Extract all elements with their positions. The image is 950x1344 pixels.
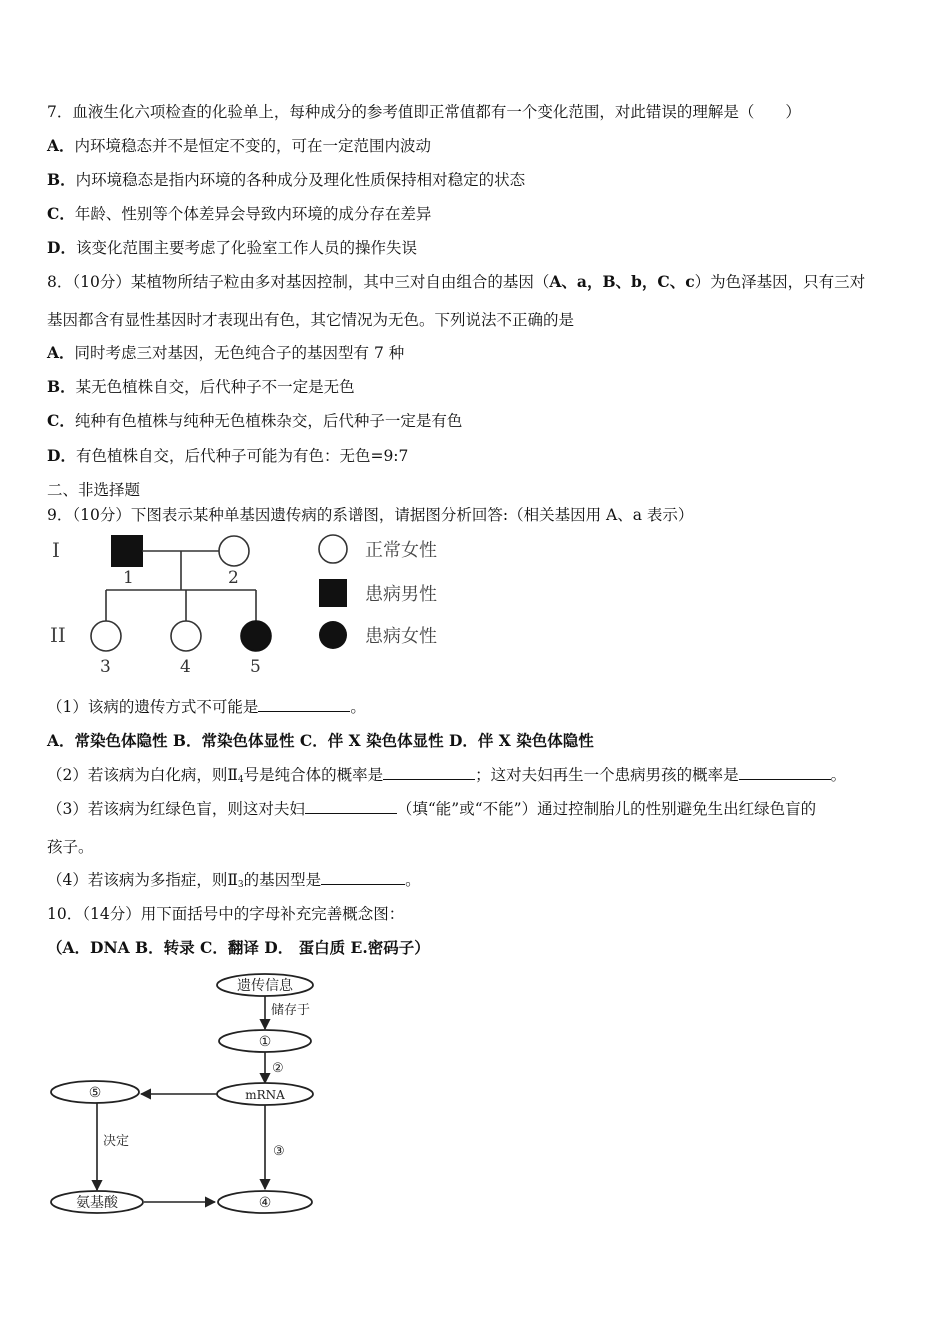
q8-option-c-text: 纯种有色植株与纯种无色植株杂交，后代种子一定是有色 (74, 412, 463, 430)
q7-option-d-text: 该变化范围主要考虑了化验室工作人员的操作失误 (75, 239, 417, 257)
q8-stem-a: 某植物所结子粒由多对基因控制，其中三对自由组合的基因（ (130, 273, 550, 291)
q8-option-c-label: C． (47, 411, 75, 430)
q7-option-a-text: 内环境稳态并不是恒定不变的，可在一定范围内波动 (74, 137, 432, 155)
q9-number: 9． (47, 506, 73, 524)
node-1-label: ① (258, 1034, 272, 1050)
q7-option-b-label: B． (47, 170, 76, 189)
q9-sub1-suffix: 。 (350, 698, 366, 716)
individual-5-affected-female (241, 621, 271, 651)
generation-2-label: II (50, 623, 66, 647)
legend-affected-male-symbol (319, 579, 347, 607)
individual-5-number: 5 (250, 657, 261, 677)
q9-sub3-b: （填“能”或“不能”）通过控制胎儿的性别避免生出红绿色盲的 (396, 800, 817, 818)
q8-option-a-label: A． (47, 343, 75, 362)
q8-option-d-label: D． (47, 446, 76, 465)
q7-stem: 7．血液生化六项检查的化验单上，每种成分的参考值即正常值都有一个变化范围，对此错误的理解是（ ） (47, 103, 801, 121)
q9-sub1 (47, 697, 366, 717)
q9-points: （10分） (72, 506, 131, 524)
q10-choices: （A．DNA B．转录 C．翻译 D． 蛋白质 E.密码子） (47, 938, 430, 957)
q9-sub2-c: ；这对夫妇再生一个患病男孩的概率是 (475, 766, 739, 784)
answer-blank-3[interactable] (739, 765, 831, 780)
concept-map (45, 966, 345, 1218)
q9-sub2-d: 。 (830, 766, 847, 784)
q8-option-a (47, 343, 404, 363)
individual-3-number: 3 (100, 657, 111, 677)
answer-blank-5[interactable] (321, 870, 405, 885)
section-title: 二、非选择题 (47, 481, 141, 499)
answer-blank-2[interactable] (383, 765, 475, 780)
label-3: ③ (273, 1144, 285, 1159)
q9-stem (47, 505, 693, 525)
q8-option-c (47, 411, 462, 431)
node-genetic-info-label: 遗传信息 (237, 978, 293, 994)
individual-3-normal-female (91, 621, 121, 651)
q9-sub4-subscript: 3 (237, 880, 244, 890)
node-mrna-label: mRNA (245, 1088, 285, 1102)
q7-option-c-label: C． (47, 204, 75, 223)
q10-stem (47, 904, 404, 924)
individual-4-normal-female (171, 621, 201, 651)
legend-normal-female-symbol (319, 535, 347, 563)
q8-genes: A、a，B、b，C、c (549, 272, 695, 291)
answer-blank-4[interactable] (305, 799, 397, 814)
q8-option-a-text: 同时考虑三对基因，无色纯合子的基因型有 7 种 (74, 344, 405, 362)
label-decide: 决定 (103, 1134, 130, 1149)
label-2: ② (272, 1061, 284, 1076)
q9-sub1-choices: A．常染色体隐性 B．常染色体显性 C．伴 X 染色体显性 D．伴 X 染色体隐性 (47, 731, 594, 750)
q7-option-b-text: 内环境稳态是指内环境的各种成分及理化性质保持相对稳定的状态 (75, 171, 526, 189)
q9-sub2-subscript: 4 (237, 775, 244, 785)
answer-blank-1[interactable] (258, 697, 350, 712)
q9-sub3-line2: 孩子。 (47, 838, 94, 856)
node-5-label: ⑤ (88, 1085, 102, 1101)
legend-affected-male-label: 患病男性 (365, 584, 437, 605)
legend-normal-female-label: 正常女性 (365, 540, 437, 561)
individual-4-number: 4 (180, 657, 191, 677)
q8-option-b-label: B． (47, 377, 76, 396)
q8-option-d-text: 有色植株自交，后代种子可能为有色：无色=9:7 (75, 447, 409, 465)
q9-sub2 (47, 765, 846, 790)
q7-option-c-text: 年龄、性别等个体差异会导致内环境的成分存在差异 (74, 205, 432, 223)
individual-2-number: 2 (228, 568, 239, 588)
q7-option-a (47, 136, 431, 156)
q9-sub4 (47, 870, 421, 895)
q7-option-c (47, 204, 431, 224)
individual-1-affected-male (112, 536, 142, 566)
q9-sub4-c: 。 (405, 871, 421, 889)
legend-affected-female-symbol (319, 621, 347, 649)
q8-option-b-text: 某无色植株自交，后代种子不一定是无色 (75, 378, 355, 396)
q9-sub4-b: 的基因型是 (243, 871, 322, 889)
individual-1-number: 1 (123, 568, 134, 588)
q9-sub3 (47, 799, 816, 819)
label-stored-in: 储存于 (271, 1003, 311, 1018)
q9-sub1-prefix: （1）该病的遗传方式不可能是 (47, 698, 259, 716)
legend-affected-female-label: 患病女性 (365, 626, 437, 647)
q9-sub3-a: （3）若该病为红绿色盲，则这对夫妇 (47, 800, 305, 818)
q8-stem-b: ）为色泽基因，只有三对 (694, 273, 866, 291)
q10-stem-text: 用下面括号中的字母补充完善概念图： (140, 905, 405, 923)
q8-option-d (47, 446, 408, 466)
q9-sub2-a: （2）若该病为白化病，则Ⅱ (47, 766, 238, 784)
q8-stem-line1 (47, 272, 865, 292)
node-4-label: ④ (258, 1195, 272, 1211)
node-amino-acid-label: 氨基酸 (76, 1195, 118, 1211)
q8-option-b (47, 377, 355, 397)
q7-option-d-label: D． (47, 238, 76, 257)
q8-stem-line2: 基因都含有显性基因时才表现出有色，其它情况为无色。下列说法不正确的是 (47, 311, 575, 329)
pedigree-chart (40, 528, 460, 688)
q9-stem-text: 下图表示某种单基因遗传病的系谱图，请据图分析回答:（相关基因用 A、a 表示） (130, 506, 694, 524)
generation-1-label: I (52, 538, 60, 562)
q10-points: （14分） (82, 905, 141, 923)
individual-2-normal-female (219, 536, 249, 566)
q7-option-a-label: A． (47, 136, 75, 155)
q8-points: （10分） (72, 273, 131, 291)
q10-number: 10． (47, 905, 83, 923)
q8-number: 8． (47, 273, 73, 291)
q9-sub2-b: 号是纯合体的概率是 (243, 766, 384, 784)
q7-option-b (47, 170, 525, 190)
q7-option-d (47, 238, 417, 258)
q9-sub4-a: （4）若该病为多指症，则Ⅱ (47, 871, 238, 889)
